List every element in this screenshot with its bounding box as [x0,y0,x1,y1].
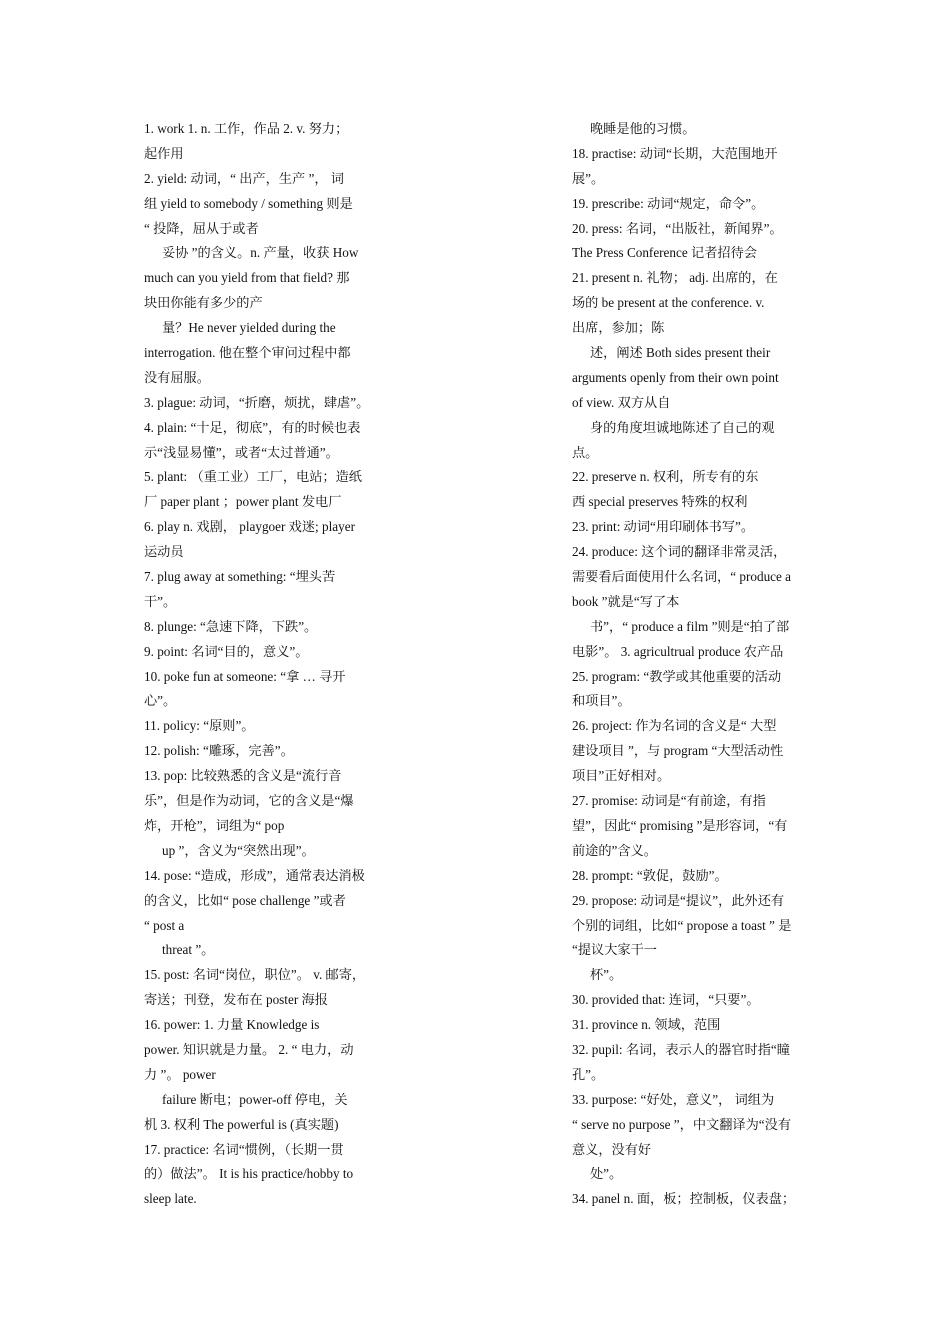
text-line: 点。 [572,444,599,460]
text-line: “ post a [144,917,185,933]
text-line: 厂 paper plant ；power plant 发电厂 [144,494,342,510]
text-line: much can you yield from that field? 那 [144,270,350,286]
text-line: 心”。 [144,693,177,709]
text-line: 量？He never yielded during the [162,320,336,336]
text-line: 29. propose: 动词是“提议”，此外还有 [572,892,785,908]
text-line: “ serve no purpose ”，中文翻译为“没有 [572,1116,792,1132]
text-line: 展”。 [572,170,605,186]
text-line: power. 知识就是力量。 2. “ 电力，动 [144,1041,354,1057]
text-line: 20. press: 名词，“出版社，新闻界”。 [572,220,783,236]
left-column [144,117,380,1212]
text-line: 7. plug away at something: “埋头苦 [144,569,336,585]
text-line: 27. promise: 动词是“有前途，有指 [572,793,766,809]
text-line: 23. print: 动词“用印刷体书写”。 [572,519,755,535]
text-line: 1. work 1. n. 工作，作品 2. v. 努力； [144,121,349,136]
text-line: 9. point: 名词“目的，意义”。 [144,643,309,659]
text-line: 的）做法”。 It is his practice/hobby to [144,1166,354,1182]
text-line: 没有屈服。 [144,369,210,385]
text-line: 孔”。 [572,1066,605,1082]
text-line: 项目”正好相对。 [572,768,671,784]
text-line: 26. project: 作为名词的含义是“ 大型 [572,718,777,734]
text-line: 寄送；刊登，发布在 poster 海报 [144,992,328,1008]
right-column [572,117,808,1212]
text-line: 书”，“ produce a film ”则是“拍了部 [590,618,790,634]
text-line: of view. 双方从自 [572,394,671,410]
text-line: 前途的”含义。 [572,842,657,858]
text-line: 妥协 ”的含义。n. 产量，收获 How [162,245,359,261]
text-line: 晚睡是他的习惯。 [590,121,696,136]
text-line: 场的 be present at the conference. v. [572,295,765,311]
text-line: The Press Conference 记者招待会 [572,245,757,261]
text-line: 身的角度坦诚地陈述了自己的观 [590,419,775,435]
text-line: 30. provided that: 连词，“只要”。 [572,992,760,1008]
text-line: 个别的词组，比如“ propose a toast ” 是 [572,917,792,933]
text-line: 力 ”。 power [144,1066,216,1082]
text-line: 2. yield: 动词，“ 出产，生产 ”， 词 [144,170,344,186]
text-line: 21. present n. 礼物； adj. 出席的，在 [572,270,778,286]
text-line: 10. poke fun at someone: “拿 … 寻开 [144,668,346,684]
text-line: 13. pop: 比较熟悉的含义是“流行音 [144,768,342,784]
text-line: 25. program: “教学或其他重要的活动 [572,668,782,684]
text-line: book ”就是“写了本 [572,593,680,609]
text-line: 3. plague: 动词，“折磨，烦扰，肆虐”。 [144,394,370,410]
text-line: 6. play n. 戏剧， playgoer 戏迷; player [144,519,355,535]
text-line: “提议大家干一 [572,942,657,958]
text-line: 31. province n. 领域，范围 [572,1017,721,1033]
text-line: 机 3. 权利 The powerful is (真实题) [144,1116,339,1132]
text-line: up ”，含义为“突然出现”。 [162,842,315,858]
text-line: sleep late. [144,1191,197,1207]
text-line: arguments openly from their own point [572,369,779,385]
text-line: 16. power: 1. 力量 Knowledge is [144,1017,320,1033]
text-line: 15. post: 名词“岗位，职位”。 v. 邮寄， [144,967,366,983]
text-line: 12. polish: “雕琢，完善”。 [144,743,294,759]
text-line: failure 断电；power-off 停电，关 [162,1091,348,1107]
text-line: 22. preserve n. 权利，所专有的东 [572,469,759,485]
text-line: 组 yield to somebody / something 则是 [144,195,353,211]
text-line: 出席，参加；陈 [572,320,665,336]
text-line: 18. practise: 动词“长期，大范围地开 [572,145,778,161]
text-line: “ 投降，屈从于或者 [144,220,259,236]
text-line: threat ”。 [162,942,215,958]
text-line: 处”。 [590,1166,623,1182]
text-line: 需要看后面使用什么名词，“ produce a [572,569,792,585]
text-line: 起作用 [144,145,184,161]
text-line: 32. pupil: 名词，表示人的器官时指“瞳 [572,1041,790,1057]
text-line: 块田你能有多少的产 [144,295,263,311]
text-line: 电影”。 3. agricultrual produce 农产品 [572,643,784,659]
text-line: 意义，没有好 [572,1141,652,1157]
text-line: 示“浅显易懂”，或者“太过普通”。 [144,444,339,460]
text-line: interrogation. 他在整个审问过程中都 [144,345,351,361]
text-line: 西 special preserves 特殊的权利 [572,494,748,510]
text-line: 乐”，但是作为动词，它的含义是“爆 [144,793,354,809]
text-line: 28. prompt: “敦促，鼓励”。 [572,867,728,883]
text-line: 述，阐述 Both sides present their [590,345,771,361]
text-line: 和项目”。 [572,693,631,709]
text-line: 炸，开枪”，词组为“ pop [144,817,285,833]
text-line: 19. prescribe: 动词“规定，命令”。 [572,195,765,211]
text-line: 8. plunge: “急速下降，下跌”。 [144,618,318,634]
text-line: 建设项目 ”，与 program “大型活动性 [572,743,784,759]
text-line: 34. panel n. 面，板；控制板，仪表盘； [572,1191,796,1207]
text-line: 5. plant: （重工业）工厂，电站；造纸 [144,469,362,485]
text-line: 杯”。 [590,967,623,983]
text-line: 4. plain: “十足，彻底”，有的时候也表 [144,419,361,435]
text-line: 望”，因此“ promising ”是形容词，“有 [572,817,788,833]
text-line: 11. policy: “原则”。 [144,718,255,734]
text-line: 干”。 [144,593,177,609]
text-line: 运动员 [144,544,184,560]
text-line: 的含义，比如“ pose challenge ”或者 [144,892,346,908]
text-line: 24. produce: 这个词的翻译非常灵活， [572,544,787,560]
text-line: 17. practice: 名词“惯例，（长期一贯 [144,1141,344,1157]
text-line: 33. purpose: “好处，意义”， 词组为 [572,1091,775,1107]
text-line: 14. pose: “造成，形成”，通常表达消极 [144,867,365,883]
